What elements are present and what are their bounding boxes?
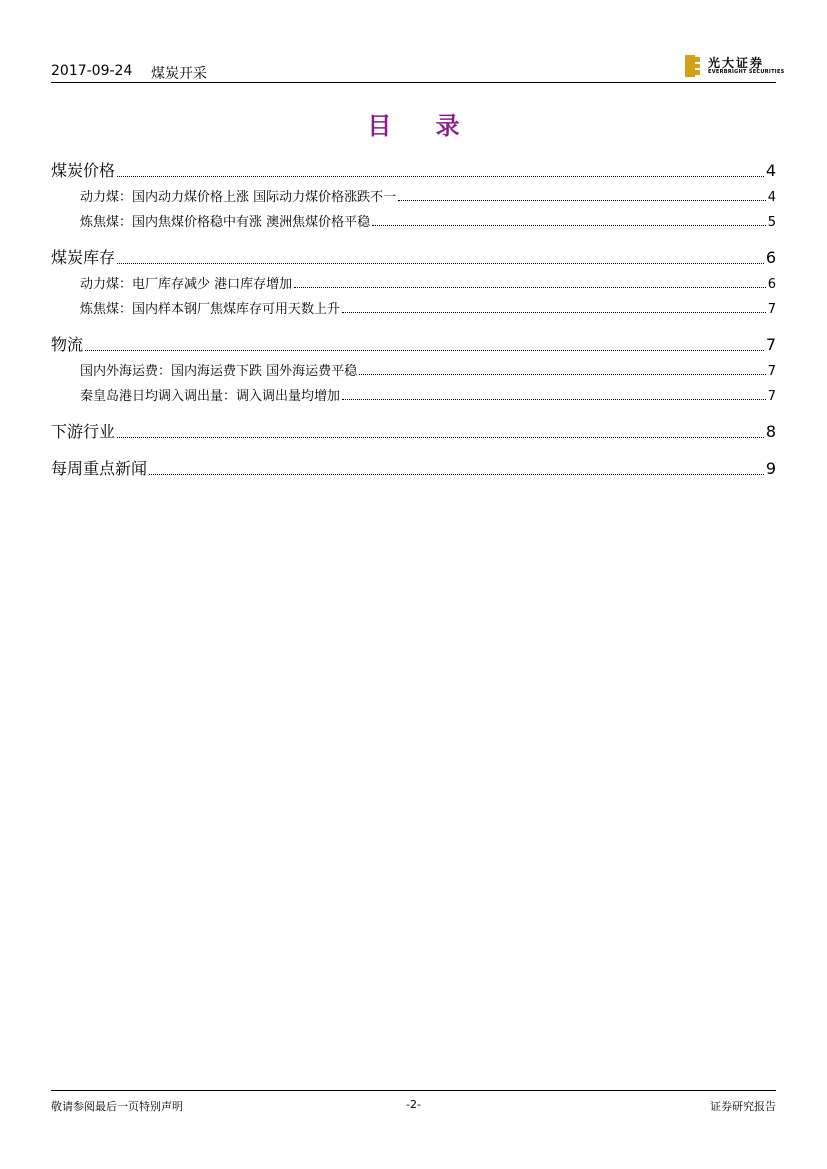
toc-entry-label: 物流 bbox=[51, 335, 84, 354]
toc-leader-dots bbox=[359, 373, 766, 375]
toc-entry-label: 下游行业 bbox=[51, 422, 116, 441]
toc-leader-dots bbox=[398, 199, 766, 201]
toc-leader-dots bbox=[117, 175, 764, 177]
toc-entry-page: 4 bbox=[765, 161, 776, 180]
toc-entry-page: 6 bbox=[767, 277, 776, 292]
toc-entry-page: 7 bbox=[767, 364, 776, 379]
toc-entry-page: 8 bbox=[765, 422, 776, 441]
toc-entry-label: 炼焦煤：国内焦煤价格稳中有涨 澳洲焦煤价格平稳 bbox=[80, 215, 371, 230]
toc-leader-dots bbox=[85, 349, 764, 351]
report-date: 2017-09-24 bbox=[51, 63, 133, 79]
toc-entry-page: 6 bbox=[765, 248, 776, 267]
toc-entry-page: 9 bbox=[765, 459, 776, 478]
everbright-logo bbox=[684, 54, 785, 78]
toc-entry-page: 5 bbox=[767, 215, 776, 230]
toc-entry[interactable] bbox=[51, 211, 776, 230]
toc-entry-page: 7 bbox=[767, 302, 776, 317]
toc-entry-label: 动力煤：国内动力煤价格上涨 国际动力煤价格涨跌不一 bbox=[80, 190, 397, 205]
toc-entry[interactable] bbox=[51, 298, 776, 317]
toc-entry-label: 煤炭库存 bbox=[51, 248, 116, 267]
page-footer bbox=[51, 1090, 776, 1115]
toc-leader-dots bbox=[117, 436, 764, 438]
footer-page-number: -2- bbox=[406, 1098, 421, 1111]
toc-entry[interactable] bbox=[51, 360, 776, 379]
toc-leader-dots bbox=[372, 224, 766, 226]
toc-entry-label: 炼焦煤：国内样本钢厂焦煤库存可用天数上升 bbox=[80, 302, 341, 317]
toc-entry[interactable] bbox=[51, 273, 776, 292]
toc-entry-page: 7 bbox=[765, 335, 776, 354]
toc-title: 目 录 bbox=[367, 111, 478, 140]
logo-cn-name: 光大证券 bbox=[708, 56, 765, 70]
report-sector: 煤炭开采 bbox=[151, 66, 207, 82]
toc-leader-dots bbox=[117, 262, 764, 264]
footer-disclaimer: 敬请参阅最后一页特别声明 bbox=[51, 1100, 183, 1113]
toc-leader-dots bbox=[294, 286, 766, 288]
toc-leader-dots bbox=[342, 398, 766, 400]
toc-entry[interactable] bbox=[51, 332, 776, 355]
toc-entry-label: 煤炭价格 bbox=[51, 161, 116, 180]
toc-entry[interactable] bbox=[51, 245, 776, 268]
toc-entry[interactable] bbox=[51, 419, 776, 442]
toc-entry-label: 动力煤：电厂库存减少 港口库存增加 bbox=[80, 277, 293, 292]
toc-leader-dots bbox=[149, 473, 764, 475]
toc-leader-dots bbox=[342, 311, 766, 313]
footer-report-type: 证券研究报告 bbox=[710, 1100, 776, 1113]
everbright-logo-icon bbox=[684, 55, 702, 77]
toc-entry[interactable] bbox=[51, 385, 776, 404]
logo-en-name: EVERBRIGHT SECURITIES bbox=[708, 69, 785, 75]
toc-entry-label: 每周重点新闻 bbox=[51, 459, 148, 478]
toc-entry[interactable] bbox=[51, 158, 776, 181]
toc-entry[interactable] bbox=[51, 456, 776, 479]
toc-entry-label: 秦皇岛港日均调入调出量：调入调出量均增加 bbox=[80, 389, 341, 404]
toc-entry-page: 7 bbox=[767, 389, 776, 404]
toc-entry[interactable] bbox=[51, 186, 776, 205]
page-header bbox=[51, 52, 785, 83]
toc-entry-label: 国内外海运费：国内海运费下跌 国外海运费平稳 bbox=[80, 364, 358, 379]
toc-entry-page: 4 bbox=[767, 190, 776, 205]
